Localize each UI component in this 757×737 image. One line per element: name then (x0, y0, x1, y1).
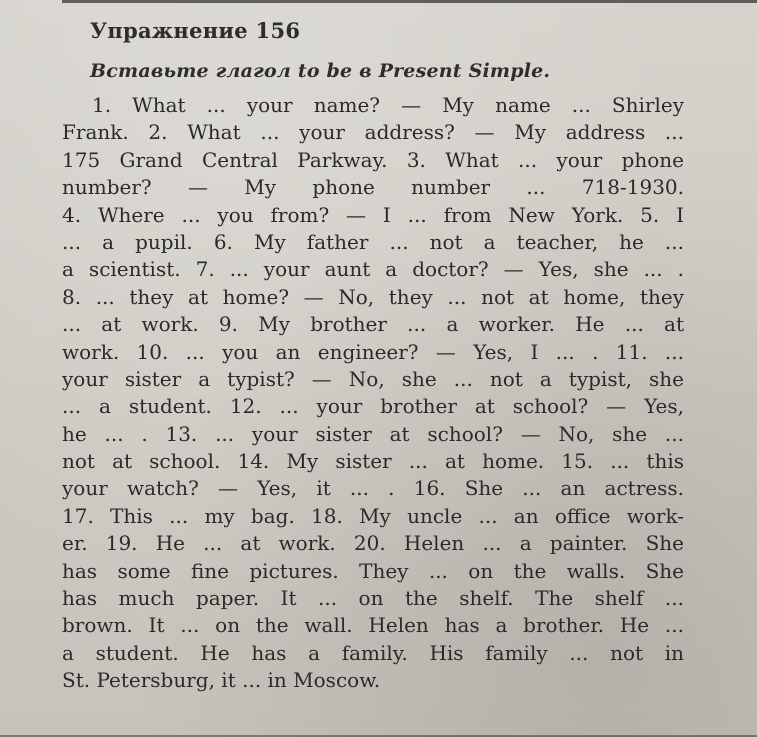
text-line: brown. It ... on the wall. Helen has a brother. He ... (62, 613, 684, 638)
text-line: 8. ... they at home? — No, they ... not at home, they (62, 284, 684, 309)
text-line: not at school. 14. My sister ... at home. 15. ... this (62, 449, 684, 474)
text-line: ... at work. 9. My brother ... a worker. He ... at (62, 312, 684, 337)
text-line: a student. He has a family. His family ... not in (62, 640, 684, 665)
text-line: er. 19. He ... at work. 20. Helen ... a painter. She (62, 531, 684, 556)
text-line: 4. Where ... you from? — I ... from New York. 5. I (62, 202, 684, 227)
text-line: your watch? — Yes, it ... . 16. She ... an actress. (62, 476, 684, 501)
text-line: he ... . 13. ... your sister at school? — No, she ... (62, 421, 684, 446)
text-line: your sister a typist? — No, she ... not a typist, she (62, 366, 684, 391)
top-rule (62, 0, 757, 3)
text-line: ... a pupil. 6. My father ... not a teacher, he ... (62, 229, 684, 254)
text-line: 175 Grand Central Parkway. 3. What ... your phone (62, 147, 684, 172)
text-line: has some fine pictures. They ... on the walls. She (62, 558, 684, 583)
exercise-title: Упражнение 156 (90, 18, 301, 43)
text-line: a scientist. 7. ... your aunt a doctor? — Yes, she ... . (62, 257, 684, 282)
text-line: work. 10. ... you an engineer? — Yes, I ... . 11. ... (62, 339, 684, 364)
exercise-instruction: Вставьте глагол to be в Present Simple. (90, 60, 551, 82)
text-line: has much paper. It ... on the shelf. The shelf ... (62, 586, 684, 611)
text-line: 1. What ... your name? — My name ... Shirley (92, 93, 684, 117)
exercise-text (62, 92, 684, 695)
text-line: number? — My phone number ... 718-1930. (62, 175, 684, 200)
text-line: ... a student. 12. ... your brother at school? — Yes, (62, 394, 684, 419)
text-line: Frank. 2. What ... your address? — My address ... (62, 120, 684, 145)
text-line: St. Petersburg, it ... in Moscow. (62, 668, 381, 693)
text-line: 17. This ... my bag. 18. My uncle ... an office work- (62, 503, 684, 528)
